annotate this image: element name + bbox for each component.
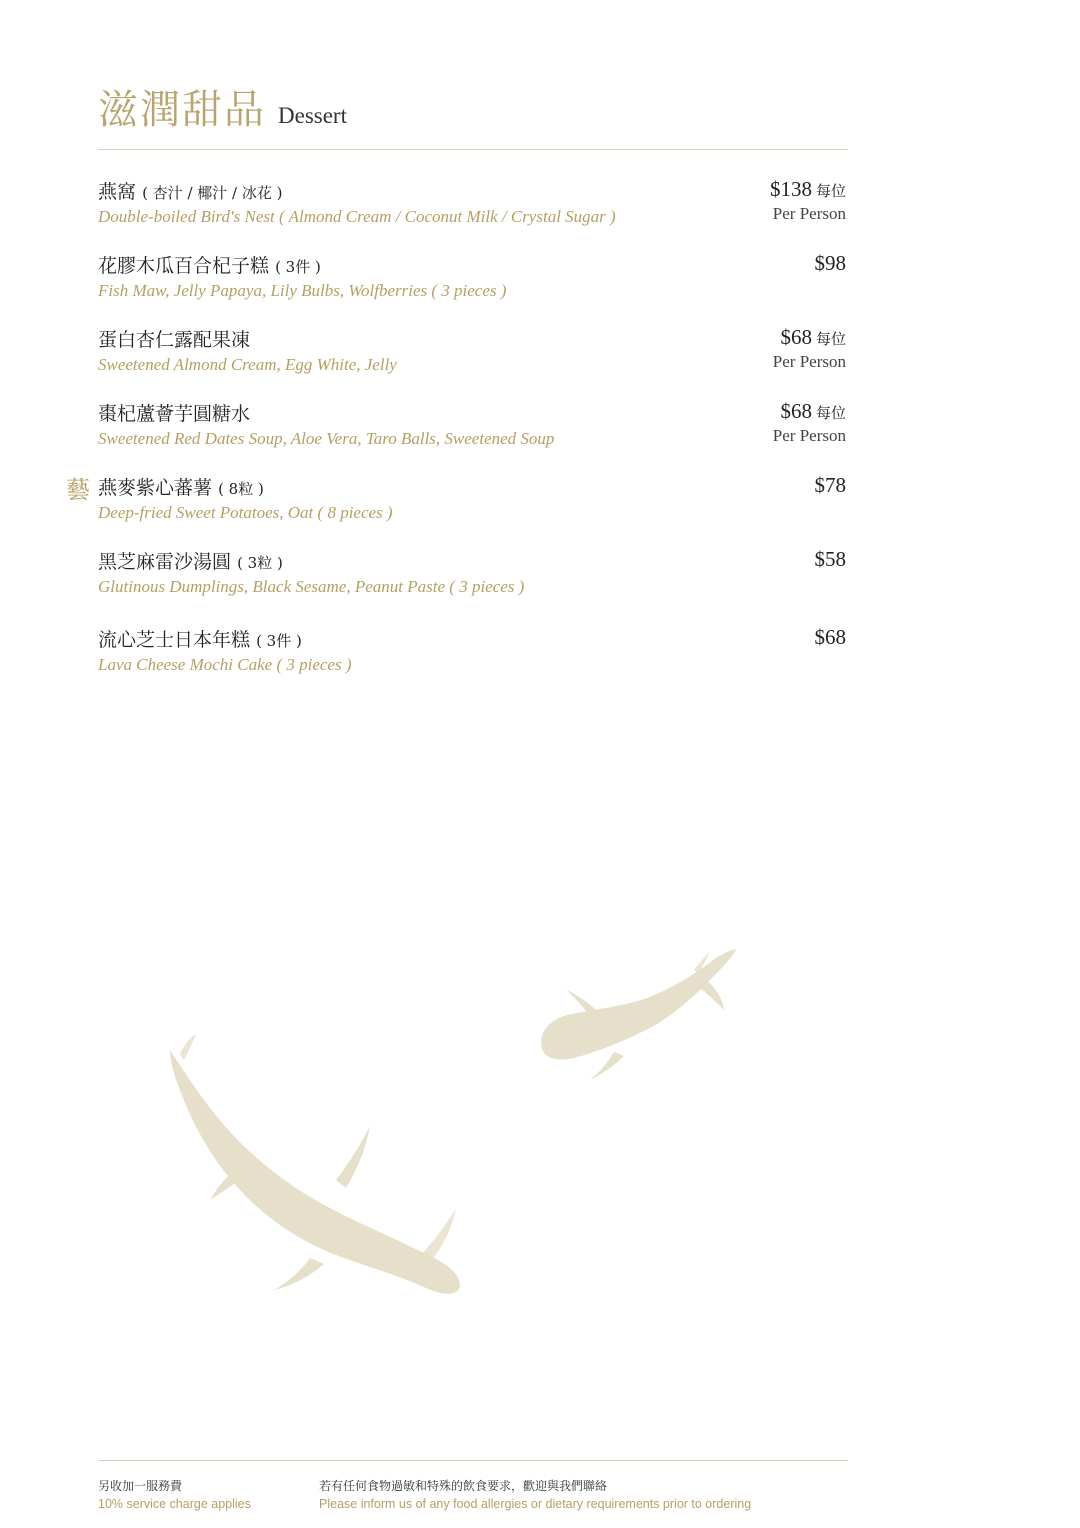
item-note-chinese: ( 8粒 ) (218, 480, 264, 498)
item-name-zh-text: 燕麥紫心蕃薯 (98, 477, 213, 499)
item-name-chinese (98, 177, 846, 204)
item-name-english: Sweetened Almond Cream, Egg White, Jelly (98, 355, 397, 374)
item-name-zh-text: 棗杞蘆薈芋圓糖水 (98, 403, 251, 425)
koi-fish-large-illustration (160, 1030, 480, 1300)
item-note-chinese: ( 3粒 ) (237, 554, 283, 572)
item-name-english: Fish Maw, Jelly Papaya, Lily Bulbs, Wolfberries ( 3 pieces ) (98, 281, 507, 300)
price-amount: $138 (769, 177, 812, 201)
price-amount: $78 (814, 473, 846, 497)
menu-item (98, 325, 846, 375)
item-price (815, 473, 847, 498)
allergy-note-english: Please inform us of any food allergies or dietary requirements prior to ordering (319, 1497, 752, 1511)
item-name-chinese (98, 325, 846, 352)
item-name-chinese (98, 625, 846, 652)
item-price (770, 177, 846, 224)
item-name-english: Glutinous Dumplings, Black Sesame, Peanut Paste ( 3 pieces ) (98, 577, 525, 596)
item-name-zh-text: 蛋白杏仁露配果凍 (98, 329, 251, 351)
price-amount: $68 (780, 325, 812, 349)
item-name-chinese (98, 251, 846, 278)
koi-fish-small-illustration (530, 940, 740, 1090)
price-amount: $68 (780, 399, 812, 423)
service-charge-chinese: 另收加一服務費 (98, 1479, 183, 1493)
item-note-chinese: ( 3件 ) (256, 632, 302, 650)
item-name-zh-text: 黑芝麻雷沙湯圓 (98, 551, 232, 573)
item-name-chinese (98, 547, 846, 574)
item-name-zh-text: 花膠木瓜百合杞子糕 (98, 255, 270, 277)
section-title-chinese: 滋潤甜品 (98, 87, 266, 133)
header-divider (98, 149, 848, 150)
item-price (773, 399, 846, 446)
item-name-chinese (98, 473, 846, 500)
price-unit-english: Per Person (772, 352, 846, 371)
price-unit-english: Per Person (772, 204, 846, 223)
price-amount: $68 (814, 625, 846, 649)
item-name-zh-text: 燕窩 (98, 181, 137, 203)
menu-item (98, 625, 846, 675)
price-unit-chinese: 每位 (815, 404, 846, 422)
menu-item (98, 547, 846, 597)
item-note-chinese: ( 杏汁 / 椰汁 / 冰花 ) (142, 184, 283, 202)
price-unit-chinese: 每位 (815, 182, 846, 200)
allergy-note (319, 1477, 751, 1511)
service-charge-english: 10% service charge applies (98, 1497, 251, 1511)
item-price (773, 325, 846, 372)
allergy-note-chinese: 若有任何食物過敏和特殊的飲食要求，歡迎與我們聯絡 (319, 1479, 608, 1493)
item-name-english: Deep-fried Sweet Potatoes, Oat ( 8 pieces ) (98, 503, 393, 522)
price-unit-chinese: 每位 (815, 330, 846, 348)
item-price (815, 251, 847, 276)
service-charge-note (98, 1477, 251, 1511)
item-price (815, 625, 847, 650)
item-name-zh-text: 流心芝士日本年糕 (98, 629, 251, 651)
menu-item (98, 473, 846, 523)
section-title-english: Dessert (278, 103, 347, 128)
signature-dish-mark: 藝 (66, 476, 90, 504)
price-amount: $98 (814, 251, 846, 275)
menu-item (98, 399, 846, 449)
item-price (815, 547, 847, 572)
menu-item (98, 177, 846, 227)
price-unit-english: Per Person (772, 426, 846, 445)
item-name-chinese (98, 399, 846, 426)
price-amount: $58 (814, 547, 846, 571)
item-name-english: Double-boiled Bird's Nest ( Almond Cream / Coconut Milk / Crystal Sugar ) (98, 207, 616, 226)
footer-divider (98, 1460, 848, 1461)
menu-header (98, 78, 347, 135)
item-note-chinese: ( 3件 ) (275, 258, 321, 276)
item-name-english: Sweetened Red Dates Soup, Aloe Vera, Taro Balls, Sweetened Soup (98, 429, 555, 448)
item-name-english: Lava Cheese Mochi Cake ( 3 pieces ) (98, 655, 352, 674)
menu-item (98, 251, 846, 301)
